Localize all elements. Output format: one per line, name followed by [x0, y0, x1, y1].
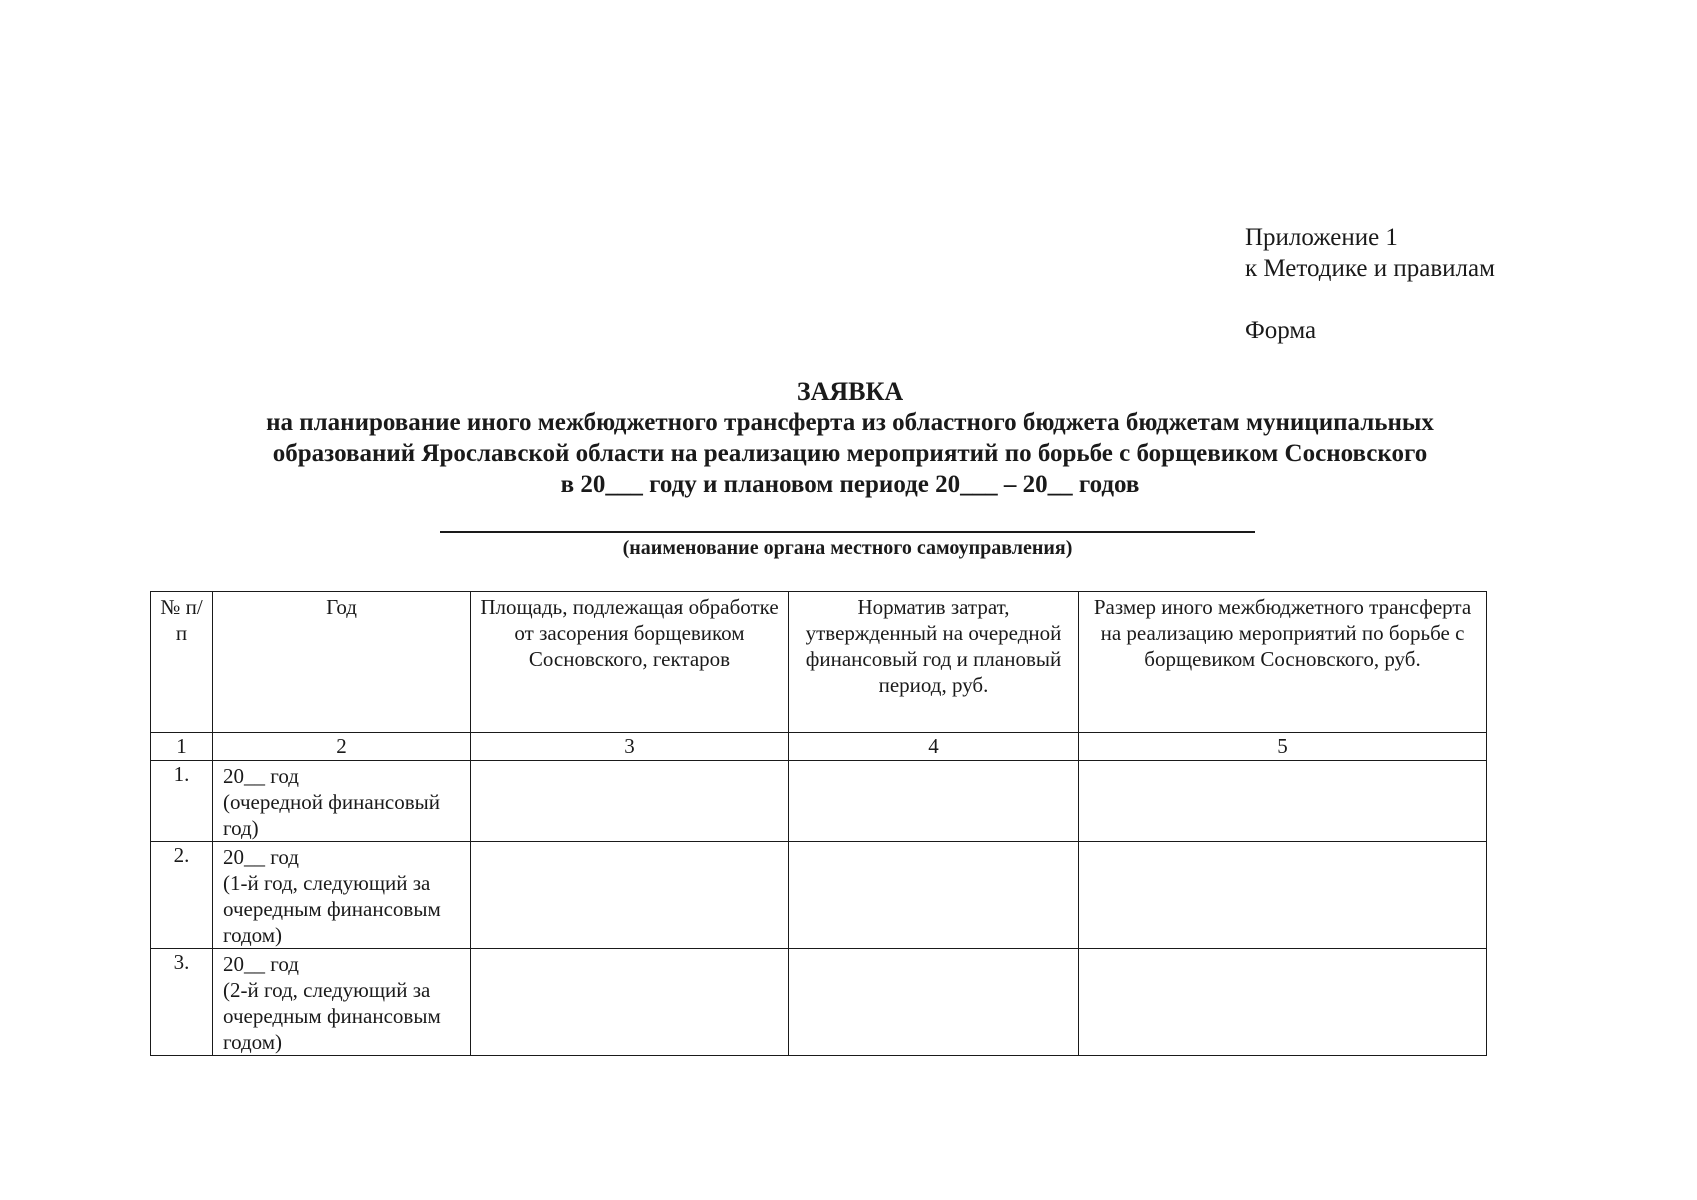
header-cost-norm: Норматив затрат, утвержденный на очередной финансовый год и плановый период, руб. [789, 592, 1079, 733]
transfer-amount-input-cell[interactable] [1079, 842, 1487, 949]
row-number: 3. [151, 949, 213, 1056]
org-name-blank-line [440, 531, 1255, 533]
table-row [151, 949, 1487, 1056]
appendix-line-2: к Методике и правилам [1245, 255, 1495, 282]
table-row [151, 842, 1487, 949]
row-year-note: (очередной финансовый год) [223, 790, 441, 840]
transfer-amount-input-cell[interactable] [1079, 949, 1487, 1056]
row-year: 20__ год [223, 952, 299, 976]
column-number-row [151, 733, 1487, 761]
area-input-cell[interactable] [471, 842, 789, 949]
column-number: 5 [1079, 733, 1487, 761]
appendix-note [1245, 222, 1495, 346]
row-year: 20__ год [223, 764, 299, 788]
column-number: 2 [213, 733, 471, 761]
header-year: Год [213, 592, 471, 733]
form-label: Форма [1245, 317, 1317, 344]
header-number: № п/п [151, 592, 213, 733]
column-number: 1 [151, 733, 213, 761]
row-year: 20__ год [223, 845, 299, 869]
table-header-row [151, 592, 1487, 733]
header-area: Площадь, подлежащая обработке от засорения борщевиком Сосновского, гектаров [471, 592, 789, 733]
column-number: 4 [789, 733, 1079, 761]
cost-norm-input-cell[interactable] [789, 842, 1079, 949]
application-table [150, 591, 1487, 1056]
column-number: 3 [471, 733, 789, 761]
row-year-cell [213, 842, 471, 949]
row-year-cell [213, 761, 471, 842]
transfer-amount-input-cell[interactable] [1079, 761, 1487, 842]
area-input-cell[interactable] [471, 761, 789, 842]
title-line-1: на планирование иного межбюджетного трансферта из областного бюджета бюджетам муниципальных [266, 409, 1434, 436]
row-number: 1. [151, 761, 213, 842]
cost-norm-input-cell[interactable] [789, 761, 1079, 842]
org-name-caption: (наименование органа местного самоуправления) [622, 537, 1073, 559]
table-row [151, 761, 1487, 842]
title-main: ЗАЯВКА [796, 377, 904, 406]
cost-norm-input-cell[interactable] [789, 949, 1079, 1056]
document-title [140, 376, 1560, 500]
row-year-note: (1-й год, следующий за очередным финансовым годом) [223, 871, 441, 947]
title-line-2: образований Ярославской области на реализацию мероприятий по борьбе с борщевиком Сосновского [272, 440, 1428, 467]
appendix-line-1: Приложение 1 [1245, 224, 1398, 251]
row-number: 2. [151, 842, 213, 949]
row-year-note: (2-й год, следующий за очередным финансовым годом) [223, 978, 441, 1054]
row-year-cell [213, 949, 471, 1056]
title-line-3: в 20___ году и плановом периоде 20___ – 20__ годов [560, 471, 1140, 498]
area-input-cell[interactable] [471, 949, 789, 1056]
header-transfer-amount: Размер иного межбюджетного трансферта на реализацию мероприятий по борьбе с борщевиком Сосновского, руб. [1079, 592, 1487, 733]
